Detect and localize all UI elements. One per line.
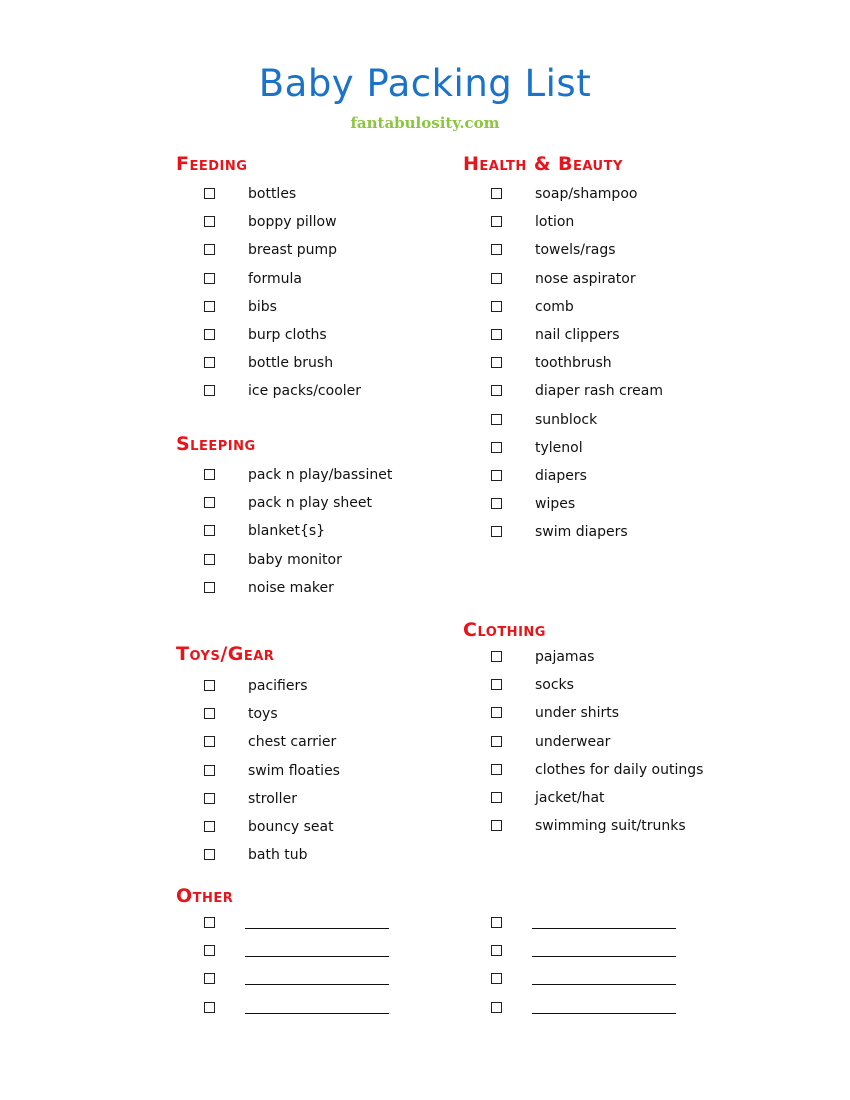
checkbox[interactable] — [204, 1002, 215, 1013]
blank-line[interactable] — [532, 928, 676, 929]
blank-line[interactable] — [245, 984, 389, 985]
checkbox[interactable] — [491, 736, 502, 747]
checkbox[interactable] — [204, 849, 215, 860]
checkbox[interactable] — [491, 216, 502, 227]
checkbox[interactable] — [204, 793, 215, 804]
section-heading-other: Other — [176, 885, 234, 907]
checkbox[interactable] — [204, 357, 215, 368]
section-heading-sleeping: Sleeping — [176, 433, 256, 455]
checkbox[interactable] — [204, 973, 215, 984]
checkbox[interactable] — [491, 679, 502, 690]
checkbox[interactable] — [204, 301, 215, 312]
checkbox[interactable] — [204, 188, 215, 199]
blank-line[interactable] — [245, 1013, 389, 1014]
checkbox[interactable] — [491, 414, 502, 425]
checkbox[interactable] — [491, 329, 502, 340]
checkbox[interactable] — [204, 385, 215, 396]
checkbox[interactable] — [491, 651, 502, 662]
checkbox[interactable] — [491, 707, 502, 718]
checkbox[interactable] — [491, 820, 502, 831]
section-heading-health-beauty: Health & Beauty — [463, 153, 623, 175]
checkbox[interactable] — [491, 1002, 502, 1013]
checkbox[interactable] — [491, 188, 502, 199]
checkbox[interactable] — [491, 526, 502, 537]
checkbox[interactable] — [204, 244, 215, 255]
blank-line[interactable] — [532, 956, 676, 957]
checkbox[interactable] — [491, 301, 502, 312]
blank-line[interactable] — [245, 956, 389, 957]
checkbox[interactable] — [491, 792, 502, 803]
blank-line[interactable] — [532, 1013, 676, 1014]
checkbox[interactable] — [204, 708, 215, 719]
checkbox[interactable] — [204, 329, 215, 340]
page-title: Baby Packing List — [258, 62, 592, 105]
checkbox[interactable] — [204, 765, 215, 776]
checkbox[interactable] — [204, 525, 215, 536]
checkbox[interactable] — [204, 216, 215, 227]
checkbox[interactable] — [204, 554, 215, 565]
site-link[interactable]: fantabulosity.com — [350, 114, 500, 132]
checkbox[interactable] — [491, 273, 502, 284]
checkbox[interactable] — [491, 385, 502, 396]
checkbox[interactable] — [491, 764, 502, 775]
checkbox[interactable] — [204, 680, 215, 691]
checkbox[interactable] — [204, 469, 215, 480]
section-heading-toys-gear: Toys/Gear — [176, 643, 275, 665]
checkbox[interactable] — [491, 470, 502, 481]
checkbox[interactable] — [204, 273, 215, 284]
checkbox[interactable] — [491, 945, 502, 956]
checkbox[interactable] — [491, 973, 502, 984]
checkbox[interactable] — [204, 821, 215, 832]
checkbox[interactable] — [491, 244, 502, 255]
checkbox[interactable] — [204, 582, 215, 593]
checkbox[interactable] — [204, 497, 215, 508]
checkbox[interactable] — [204, 945, 215, 956]
checkbox[interactable] — [491, 357, 502, 368]
checkbox[interactable] — [491, 917, 502, 928]
checkbox[interactable] — [204, 736, 215, 747]
checkbox[interactable] — [491, 442, 502, 453]
blank-line[interactable] — [532, 984, 676, 985]
section-heading-clothing: Clothing — [463, 619, 546, 641]
section-heading-feeding: Feeding — [176, 153, 248, 175]
checkbox[interactable] — [491, 498, 502, 509]
checkbox[interactable] — [204, 917, 215, 928]
blank-line[interactable] — [245, 928, 389, 929]
